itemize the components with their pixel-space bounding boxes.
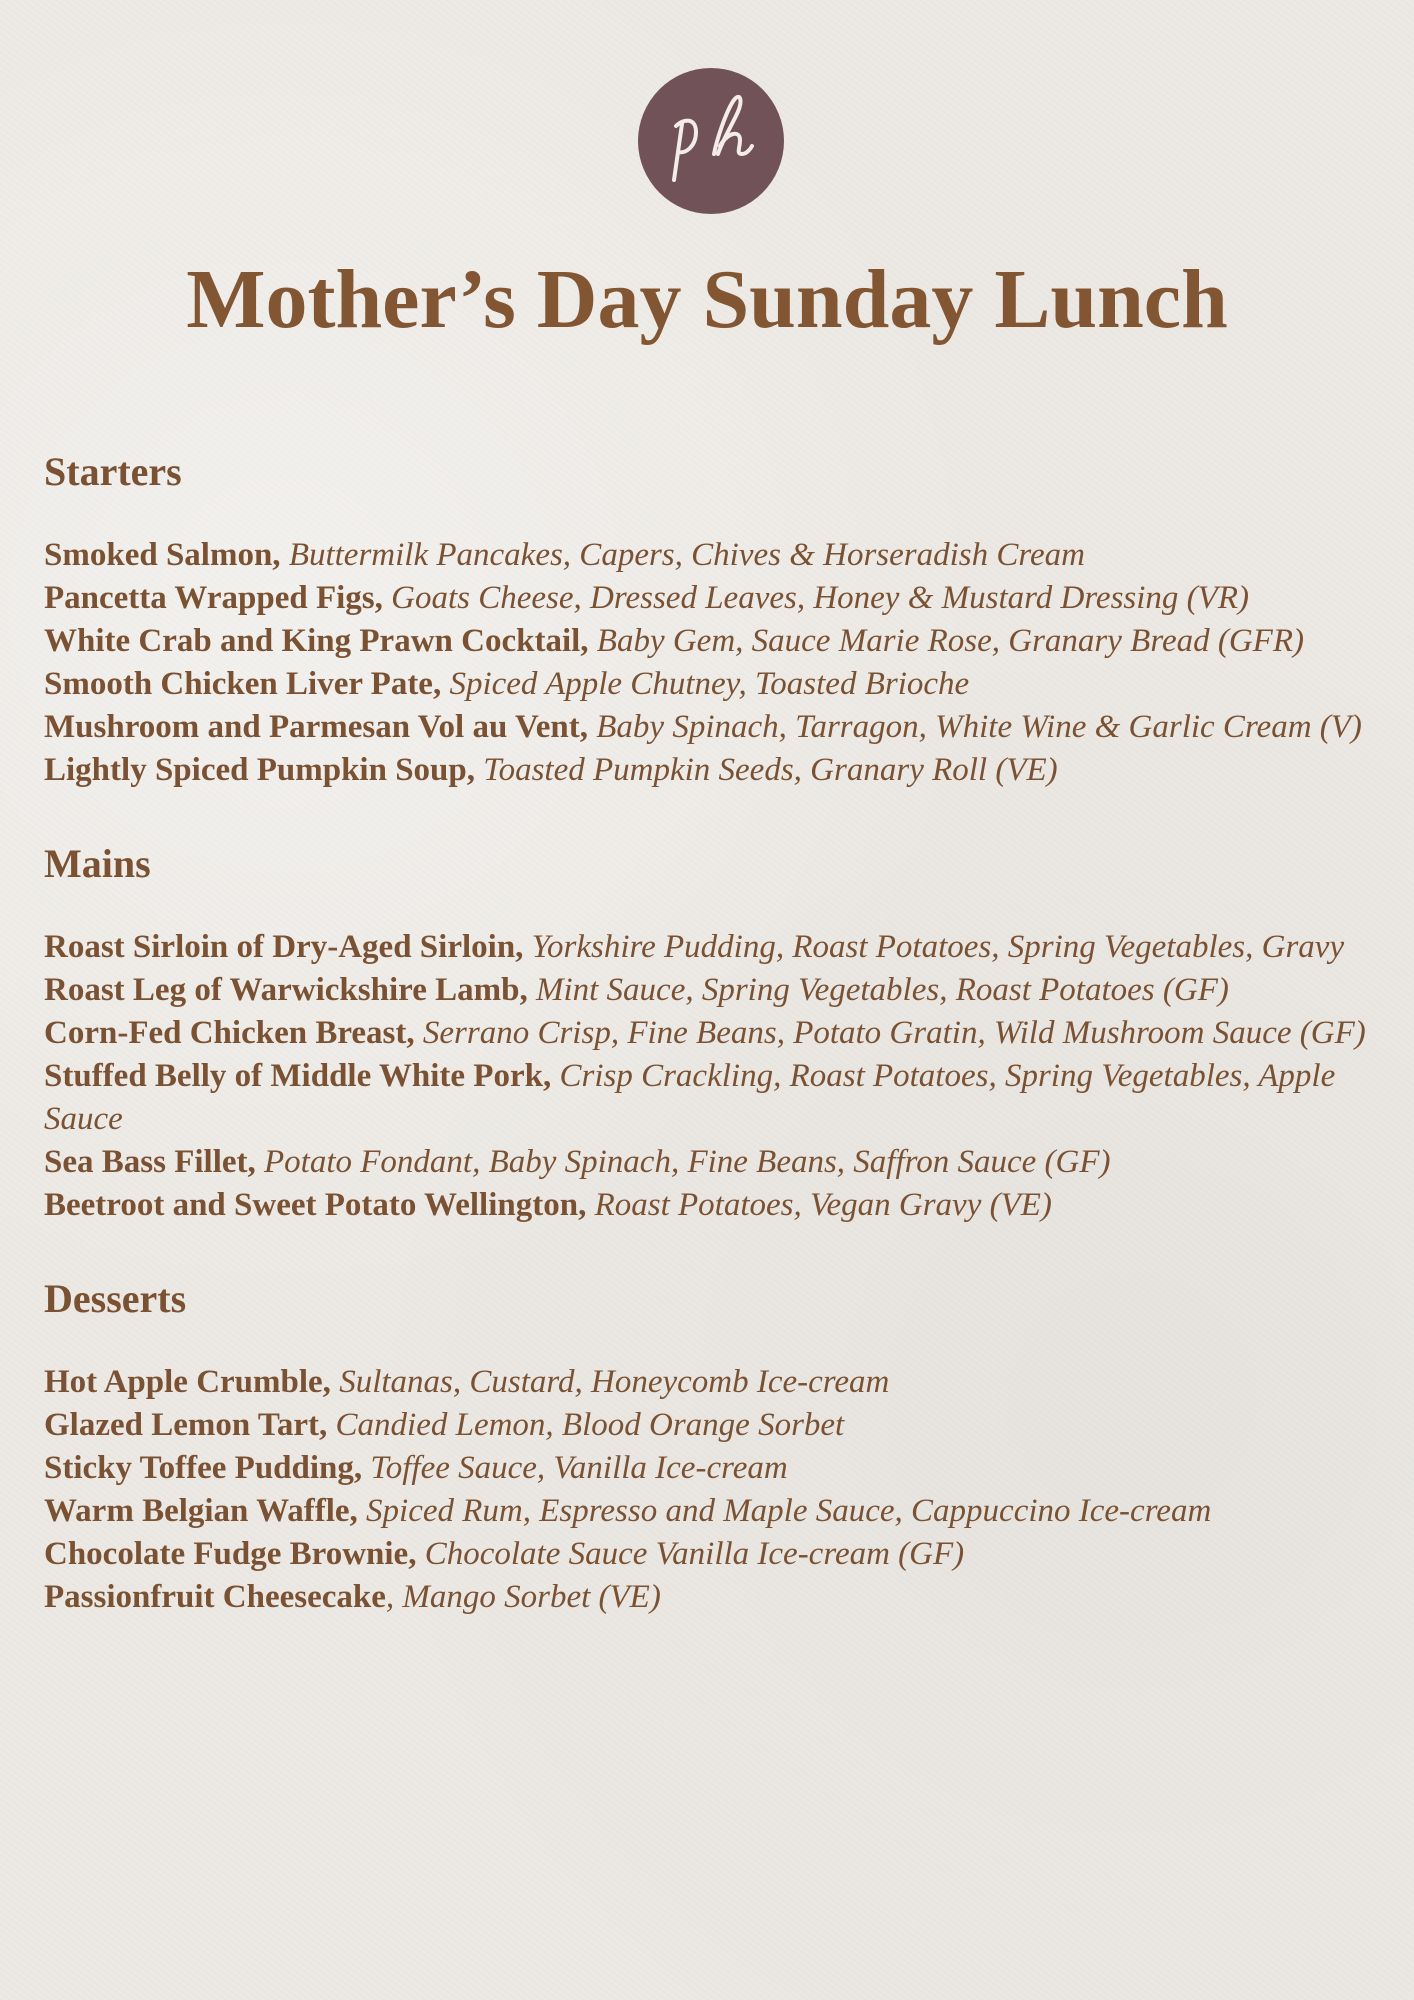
- menu-item: [44, 1576, 1384, 1619]
- dish-name: Hot Apple Crumble,: [44, 1364, 331, 1400]
- dish-description: Spiced Rum, Espresso and Maple Sauce, Cappuccino Ice-cream: [366, 1493, 1212, 1529]
- dish-name: Roast Leg of Warwickshire Lamb,: [44, 972, 528, 1008]
- menu-item: [44, 1055, 1384, 1141]
- dish-description: Chocolate Sauce Vanilla Ice-cream (GF): [424, 1536, 965, 1572]
- menu-item: [44, 1533, 1384, 1576]
- dish-description: , Mango Sorbet (VE): [385, 1579, 661, 1615]
- menu-item: [44, 534, 1384, 577]
- dish-name: Passionfruit Cheesecake: [44, 1579, 386, 1615]
- dish-name: Smoked Salmon,: [44, 537, 281, 573]
- menu-item: [44, 1404, 1384, 1447]
- dish-name: Glazed Lemon Tart,: [44, 1407, 328, 1443]
- menu-item: [44, 1361, 1384, 1404]
- dish-name: Pancetta Wrapped Figs,: [44, 580, 383, 616]
- dish-description: Baby Spinach, Tarragon, White Wine & Garlic Cream (V): [596, 709, 1362, 745]
- starters-list: [44, 534, 1384, 792]
- dish-name: Mushroom and Parmesan Vol au Vent,: [44, 709, 589, 745]
- section-starters: [44, 444, 1384, 792]
- dish-name: Stuffed Belly of Middle White Pork,: [44, 1058, 552, 1094]
- dish-name: Sea Bass Fillet,: [44, 1144, 256, 1180]
- ph-monogram-icon: [638, 68, 784, 214]
- menu-content: [44, 444, 1384, 1663]
- section-desserts: [44, 1271, 1384, 1619]
- dish-description: Potato Fondant, Baby Spinach, Fine Beans, Saffron Sauce (GF): [264, 1144, 1111, 1180]
- menu-item: [44, 749, 1384, 792]
- dish-name: Smooth Chicken Liver Pate,: [44, 666, 442, 702]
- dish-name: Corn-Fed Chicken Breast,: [44, 1015, 415, 1051]
- menu-item: [44, 706, 1384, 749]
- dish-description: Buttermilk Pancakes, Capers, Chives & Horseradish Cream: [288, 537, 1086, 573]
- dish-description: Serrano Crisp, Fine Beans, Potato Gratin, Wild Mushroom Sauce (GF): [422, 1015, 1366, 1051]
- dish-description: Candied Lemon, Blood Orange Sorbet: [335, 1407, 845, 1443]
- menu-item: [44, 620, 1384, 663]
- menu-item: [44, 1012, 1384, 1055]
- dish-description: Mint Sauce, Spring Vegetables, Roast Potatoes (GF): [535, 972, 1229, 1008]
- dish-description: Crisp Crackling, Roast Potatoes, Spring Vegetables, Apple Sauce: [44, 1058, 1336, 1137]
- mains-list: [44, 926, 1384, 1227]
- dish-description: Goats Cheese, Dressed Leaves, Honey & Mustard Dressing (VR): [391, 580, 1249, 616]
- dish-name: White Crab and King Prawn Cocktail,: [44, 623, 589, 659]
- menu-item: [44, 577, 1384, 620]
- logo: [638, 68, 784, 214]
- section-mains: [44, 836, 1384, 1227]
- dish-description: Toffee Sauce, Vanilla Ice-cream: [370, 1450, 788, 1486]
- desserts-list: [44, 1361, 1384, 1619]
- menu-item: [44, 1184, 1384, 1227]
- dish-name: Beetroot and Sweet Potato Wellington,: [44, 1187, 587, 1223]
- dish-description: Baby Gem, Sauce Marie Rose, Granary Bread (GFR): [596, 623, 1304, 659]
- dish-name: Chocolate Fudge Brownie,: [44, 1536, 417, 1572]
- dish-description: Roast Potatoes, Vegan Gravy (VE): [594, 1187, 1052, 1223]
- menu-item: [44, 1141, 1384, 1184]
- dish-description: Sultanas, Custard, Honeycomb Ice-cream: [339, 1364, 890, 1400]
- dish-name: Warm Belgian Waffle,: [44, 1493, 358, 1529]
- menu-item: [44, 663, 1384, 706]
- menu-item: [44, 1490, 1384, 1533]
- section-heading: Starters: [44, 449, 182, 494]
- dish-name: Lightly Spiced Pumpkin Soup,: [44, 752, 475, 788]
- dish-name: Roast Sirloin of Dry-Aged Sirloin,: [44, 929, 524, 965]
- menu-item: [44, 926, 1384, 969]
- section-heading: Desserts: [44, 1276, 187, 1321]
- section-heading: Mains: [44, 841, 151, 886]
- dish-name: Sticky Toffee Pudding,: [44, 1450, 363, 1486]
- dish-description: Yorkshire Pudding, Roast Potatoes, Spring Vegetables, Gravy: [531, 929, 1345, 965]
- menu-item: [44, 1447, 1384, 1490]
- menu-item: [44, 969, 1384, 1012]
- dish-description: Spiced Apple Chutney, Toasted Brioche: [449, 666, 970, 702]
- dish-description: Toasted Pumpkin Seeds, Granary Roll (VE): [483, 752, 1058, 788]
- page-title: Mother’s Day Sunday Lunch: [186, 253, 1228, 346]
